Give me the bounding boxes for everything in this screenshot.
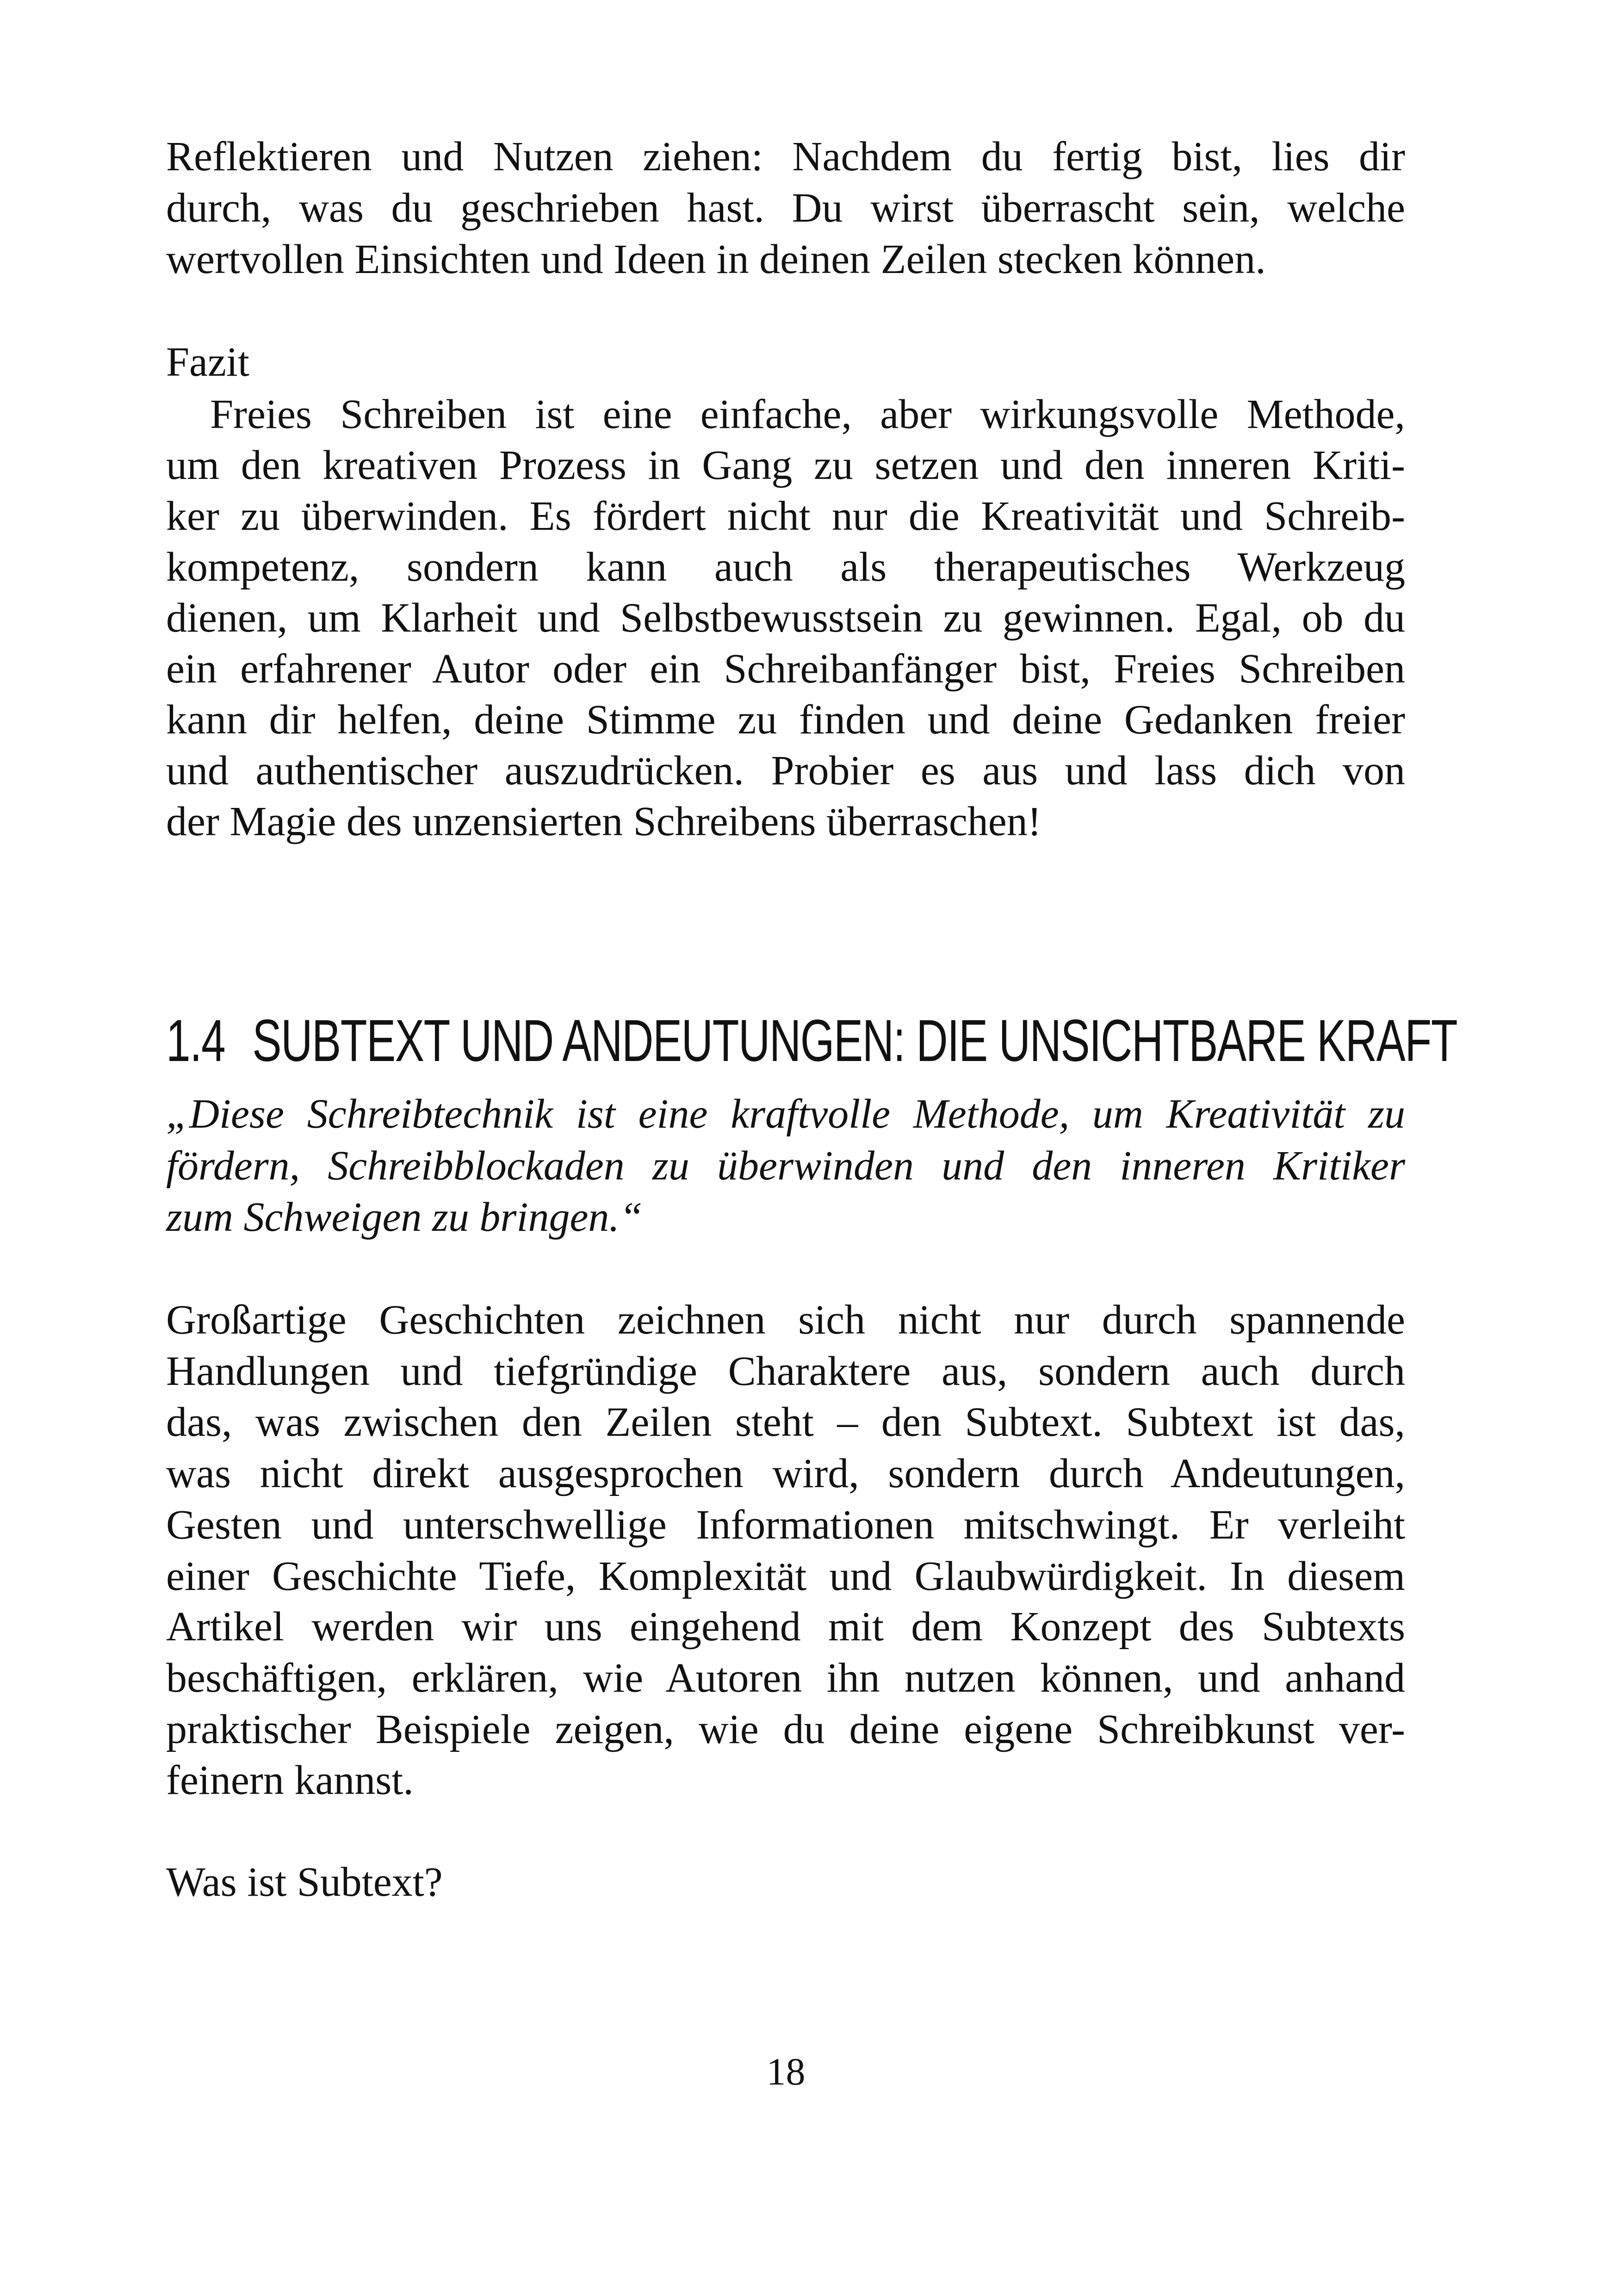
section-number: 1.4	[166, 1008, 225, 1074]
text-line: das, was zwischen den Zeilen steht – den Subtext. Subtext ist das,	[166, 1399, 1405, 1445]
text-line: Freies Schreiben ist eine einfache, aber wirkungsvolle Methode,	[210, 391, 1405, 437]
text-line: dienen, um Klarheit und Selbstbewusstsein zu gewinnen. Egal, ob du	[166, 595, 1405, 641]
text-line: Großartige Geschichten zeichnen sich nicht nur durch spannende	[166, 1297, 1405, 1343]
text-line: und authentischer auszudrücken. Probier es aus und lass dich von	[166, 748, 1405, 794]
text-line: Gesten und unterschwellige Informationen mitschwingt. Er verleiht	[166, 1502, 1405, 1548]
text-line: durch, was du geschrieben hast. Du wirst überrascht sein, welche	[166, 185, 1405, 231]
text-line: fördern, Schreibblockaden zu überwinden und den inneren Kritiker	[166, 1143, 1405, 1189]
section-heading	[166, 1009, 1457, 1074]
section-title: SUBTEXT UND ANDEUTUNGEN: DIE UNSICHTBARE KRAFT	[252, 1008, 1457, 1074]
text-line: kann dir helfen, deine Stimme zu finden und deine Gedanken freier	[166, 697, 1405, 743]
page-number: 18	[766, 2050, 806, 2093]
text-line: einer Geschichte Tiefe, Komplexität und Glaubwürdigkeit. In diesem	[166, 1553, 1405, 1599]
text-line: Fazit	[166, 339, 249, 385]
text-line: wertvollen Einsichten und Ideen in deinen Zeilen stecken können.	[166, 236, 1266, 282]
text-line: Was ist Subtext?	[166, 1859, 443, 1905]
text-line: zum Schweigen zu bringen.“	[166, 1194, 643, 1240]
text-line: beschäftigen, erklären, wie Autoren ihn nutzen können, und anhand	[166, 1655, 1405, 1701]
text-line: feinern kannst.	[166, 1757, 414, 1803]
text-line: was nicht direkt ausgesprochen wird, sondern durch Andeutungen,	[166, 1451, 1405, 1496]
text-line: „Diese Schreibtechnik ist eine kraftvolle Methode, um Kreativität zu	[166, 1091, 1405, 1137]
text-line: Artikel werden wir uns eingehend mit dem Konzept des Subtexts	[166, 1604, 1405, 1650]
text-line: kompetenz, sondern kann auch als therapeutisches Werkzeug	[166, 544, 1405, 590]
text-line: der Magie des unzensierten Schreibens überraschen!	[166, 799, 1041, 844]
text-line: ein erfahrener Autor oder ein Schreibanfänger bist, Freies Schreiben	[166, 646, 1405, 692]
text-line: ker zu überwinden. Es fördert nicht nur die Kreativität und Schreib-	[166, 493, 1405, 539]
text-line: Handlungen und tiefgründige Charaktere aus, sondern auch durch	[166, 1348, 1405, 1394]
text-line: Reflektieren und Nutzen ziehen: Nachdem du fertig bist, lies dir	[166, 134, 1405, 180]
text-line: praktischer Beispiele zeigen, wie du deine eigene Schreibkunst ver-	[166, 1706, 1405, 1752]
text-line: um den kreativen Prozess in Gang zu setzen und den inneren Kriti-	[166, 442, 1405, 488]
